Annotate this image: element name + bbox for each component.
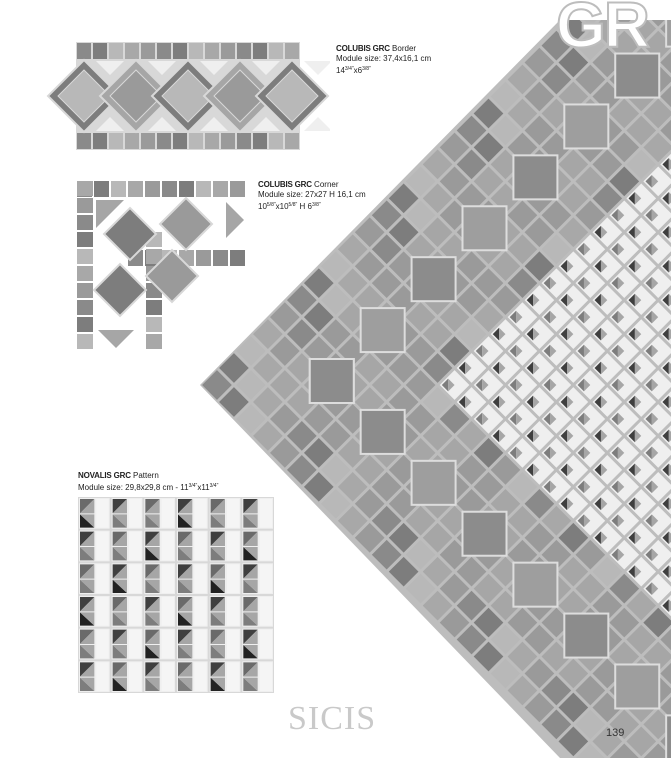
brand-logo: SICIS	[288, 700, 377, 737]
colubis-border-caption	[336, 44, 446, 76]
section-title-partial: GR	[556, 0, 648, 61]
novalis-pattern-tile-image	[78, 497, 274, 693]
product-type: Pattern	[133, 471, 159, 480]
module-size-metric: Module size: 37,4x16,1 cm	[336, 54, 432, 63]
product-name: COLUBIS GRC	[336, 44, 390, 53]
novalis-pattern-caption	[78, 471, 238, 493]
module-size-imperial: $10^{5/8"}x10^{5/8"}$ H $6^{3/8"}$	[258, 202, 321, 211]
colubis-corner-caption	[258, 180, 368, 212]
module-size-metric: Module size: 27x27 H 16,1 cm	[258, 190, 366, 199]
product-type: Border	[392, 44, 417, 53]
module-size-metric: Module size: 29,8x29,8 cm - $11^{3/4"}x11^{3/4"}$	[78, 483, 219, 492]
page-number: 139	[606, 727, 625, 739]
colubis-corner-tile-image	[76, 180, 252, 356]
colubis-border-tile-image	[46, 42, 330, 150]
product-name: NOVALIS GRC	[78, 471, 131, 480]
module-size-imperial: $14^{3/4"}x6^{3/8"}$	[336, 66, 371, 75]
product-name: COLUBIS GRC	[258, 180, 312, 189]
product-type: Corner	[314, 180, 339, 189]
